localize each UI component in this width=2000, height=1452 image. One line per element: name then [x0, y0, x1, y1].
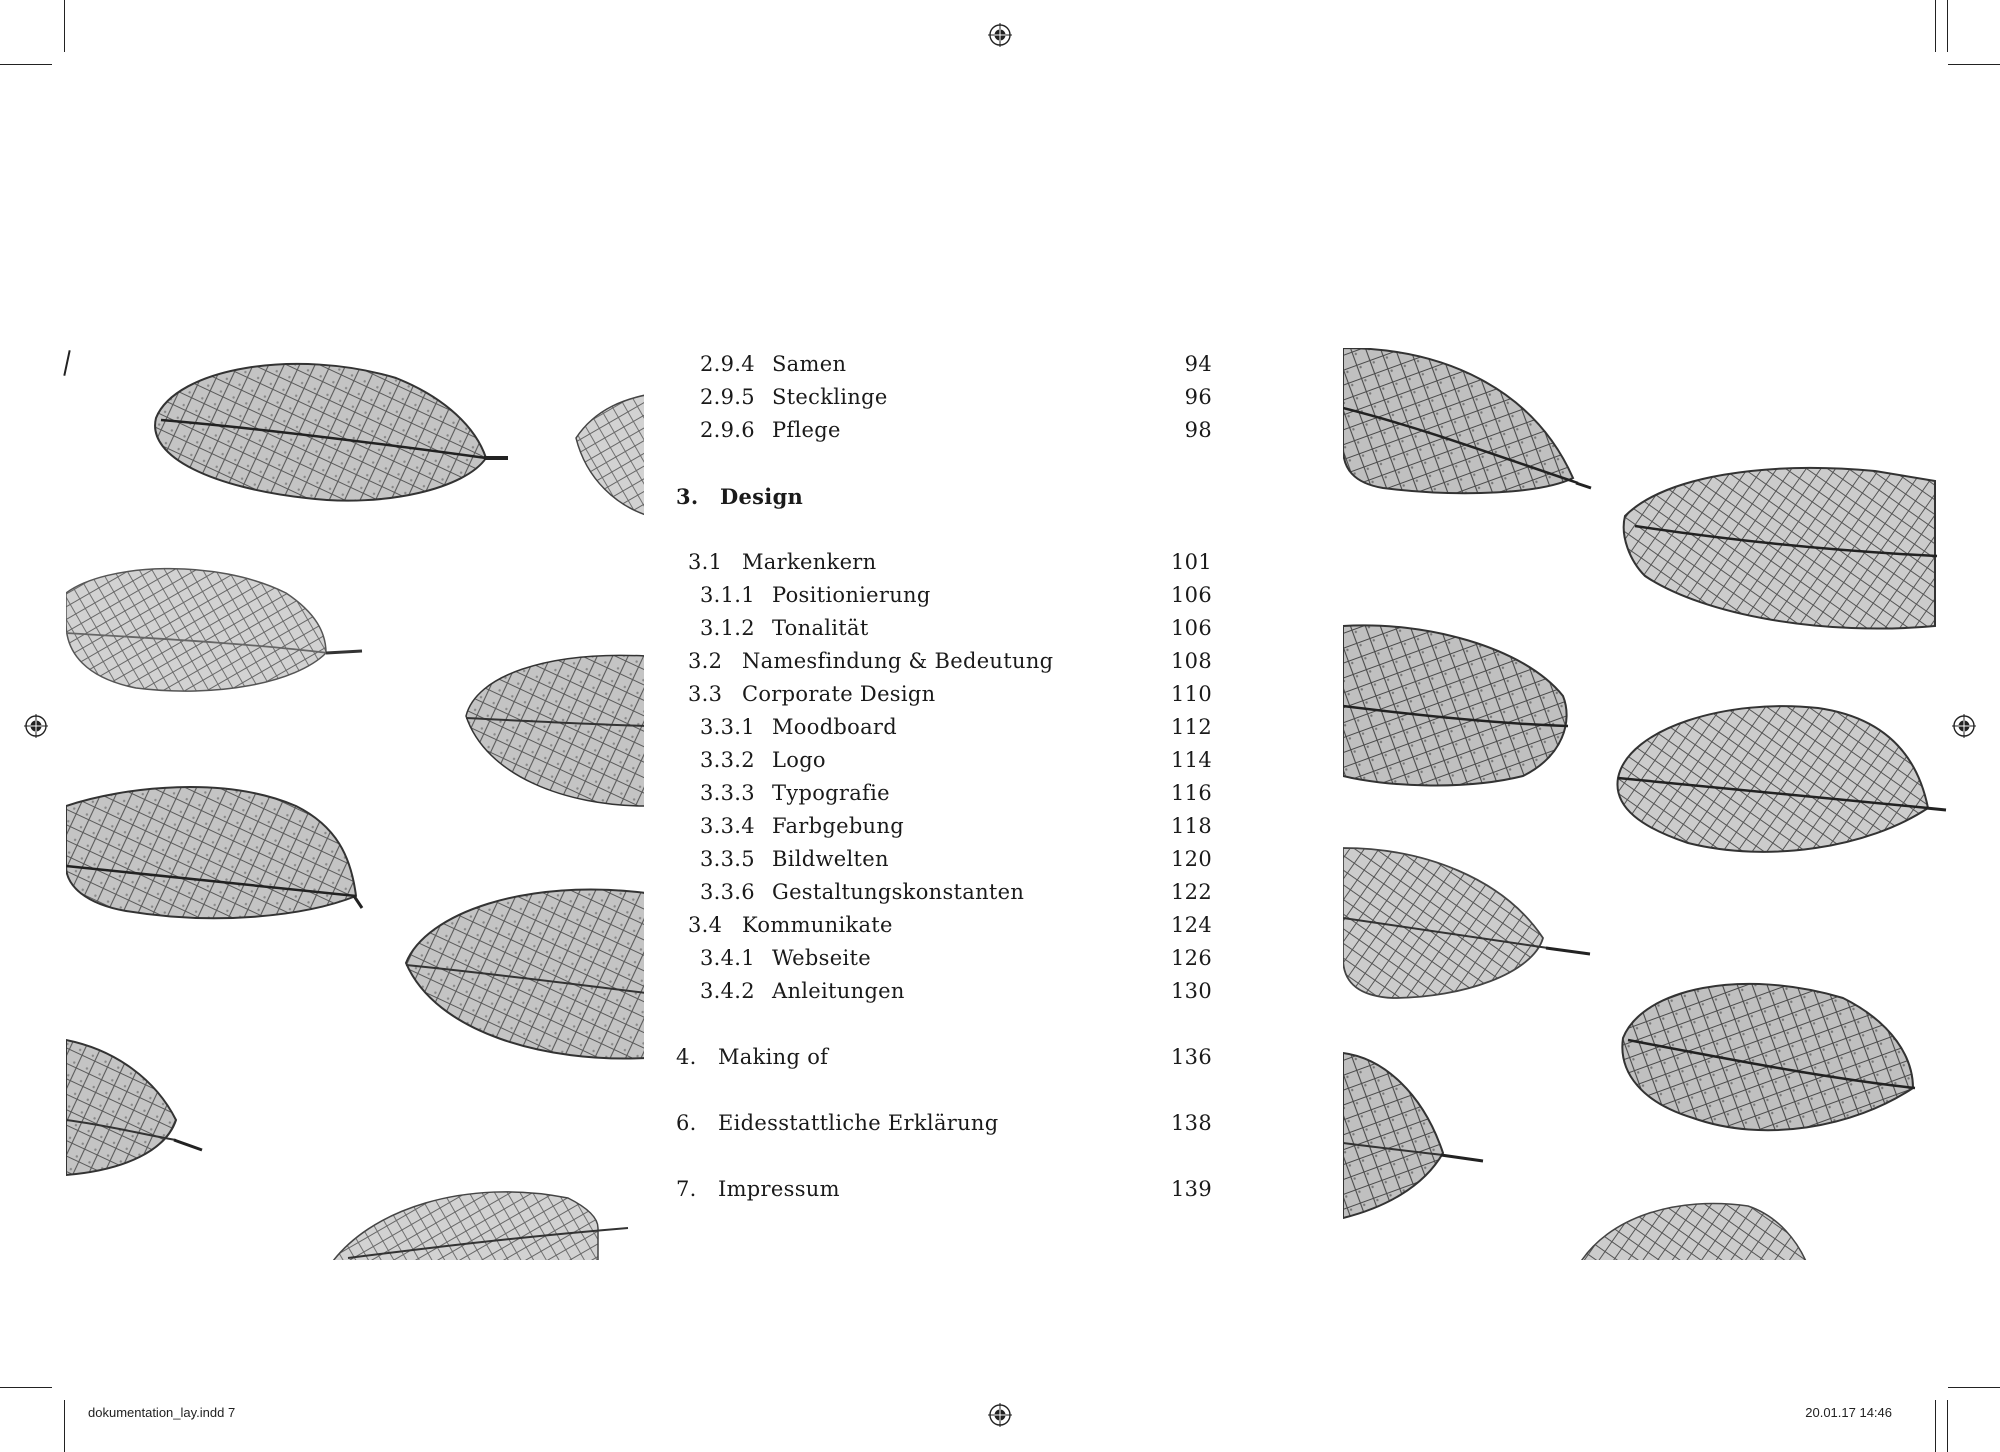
- leaf-illustration-right: [1343, 348, 1953, 1260]
- toc-entry-number: 3.2: [688, 649, 723, 673]
- toc-entry-number: 3.4.1: [700, 946, 755, 970]
- crop-mark-bottom-right-v: [1935, 1400, 1936, 1452]
- toc-entry-number: 3.3.6: [700, 880, 755, 904]
- toc-entry: [676, 1173, 1212, 1206]
- leaf-illustration: [155, 364, 508, 501]
- toc-entry-number: 3.3.5: [700, 847, 755, 871]
- toc-entry-number: 3.3: [688, 682, 723, 706]
- toc-entry-title: Making of: [718, 1045, 829, 1069]
- toc-entry: [676, 612, 1212, 645]
- toc-entry-title: Positionierung: [772, 583, 931, 607]
- leaf-illustration: [66, 569, 362, 691]
- toc-entry-title: Samen: [772, 352, 847, 376]
- crop-mark-top-left-v2: [1947, 0, 1948, 52]
- toc-entry-title: Design: [720, 484, 804, 509]
- toc-entry-page: 116: [1171, 781, 1212, 805]
- toc-entry: [676, 678, 1212, 711]
- toc-entry-title: Moodboard: [772, 715, 898, 739]
- leaf-illustration: [1624, 468, 1937, 629]
- toc-entry-number: 3.4: [688, 913, 723, 937]
- toc-entry: [676, 909, 1212, 942]
- toc-entry: [676, 1041, 1212, 1074]
- toc-entry-title: Impressum: [718, 1177, 840, 1201]
- leaf-illustration: [466, 655, 644, 806]
- registration-mark-icon: [1952, 714, 1976, 738]
- toc-entry-page: 139: [1171, 1177, 1212, 1201]
- leaf-illustration: [1343, 848, 1590, 998]
- toc-entry-page: 124: [1171, 913, 1212, 937]
- toc-entry: [676, 645, 1212, 678]
- leaf-illustration: [406, 889, 644, 1058]
- toc-entry: [676, 942, 1212, 975]
- leaf-illustration: [1343, 1053, 1483, 1218]
- toc-entry: [676, 810, 1212, 843]
- toc-entry-number: 2.9.5: [700, 385, 755, 409]
- leaf-illustration: [66, 1040, 202, 1175]
- toc-entry-number: 2.9.4: [700, 352, 755, 376]
- toc-entry-page: 98: [1184, 418, 1212, 442]
- toc-entry-number: 3.4.2: [700, 979, 755, 1003]
- toc-entry-number: 3.3.1: [700, 715, 755, 739]
- toc-entry-title: Gestaltungskonstanten: [772, 880, 1025, 904]
- toc-entry-title: Logo: [772, 748, 826, 772]
- crop-mark-top-left-h: [0, 64, 52, 65]
- toc-entry-number: 4.: [676, 1045, 697, 1069]
- toc-entry-page: 96: [1184, 385, 1212, 409]
- crop-mark-top-left-v: [64, 0, 65, 52]
- toc-entry-number: 3.3.4: [700, 814, 755, 838]
- toc-entry: [676, 975, 1212, 1008]
- toc-entry-title: Bildwelten: [772, 847, 889, 871]
- leaf-illustration: [328, 1192, 628, 1260]
- toc-entry-number: 7.: [676, 1177, 697, 1201]
- toc-entry: [676, 480, 1212, 513]
- toc-entry-title: Tonalität: [772, 616, 869, 640]
- crop-mark-top-right-h: [1948, 64, 2000, 65]
- toc-entry-page: 101: [1171, 550, 1212, 574]
- toc-entry-title: Markenkern: [742, 550, 877, 574]
- toc-entry: [676, 876, 1212, 909]
- toc-entry-number: 3.: [676, 484, 699, 509]
- toc-entry-number: 3.1.1: [700, 583, 755, 607]
- toc-entry-page: 94: [1184, 352, 1212, 376]
- leaf-illustration: [1578, 1204, 1808, 1261]
- toc-entry-title: Pflege: [772, 418, 841, 442]
- toc-entry: [676, 711, 1212, 744]
- toc-entry-page: 122: [1171, 880, 1212, 904]
- toc-entry-page: 106: [1171, 616, 1212, 640]
- toc-entry-number: 3.1.2: [700, 616, 755, 640]
- toc-entry-number: 2.9.6: [700, 418, 755, 442]
- toc-entry-page: 136: [1171, 1045, 1212, 1069]
- toc-entry-number: 3.3.2: [700, 748, 755, 772]
- toc-entry: [676, 744, 1212, 777]
- toc-entry-title: Typografie: [772, 781, 890, 805]
- toc-entry: [676, 414, 1212, 447]
- toc-entry: [676, 843, 1212, 876]
- registration-mark-icon: [988, 1403, 1012, 1427]
- toc-entry: [676, 579, 1212, 612]
- crop-mark-bottom-right-h: [1948, 1387, 2000, 1388]
- footer-datetime-label: 20.01.17 14:46: [1805, 1405, 1892, 1420]
- toc-entry-title: Anleitungen: [772, 979, 905, 1003]
- toc-entry-title: Farbgebung: [772, 814, 904, 838]
- registration-mark-icon: [988, 23, 1012, 47]
- toc-entry-page: 126: [1171, 946, 1212, 970]
- toc-entry-page: 108: [1171, 649, 1212, 673]
- toc-entry-number: 6.: [676, 1111, 697, 1135]
- leaf-illustration: [576, 393, 644, 518]
- leaf-illustration: [66, 787, 362, 918]
- leaf-illustration: [1617, 706, 1946, 852]
- toc-entry: [676, 381, 1212, 414]
- leaf-illustration: [1343, 625, 1568, 785]
- toc-entry-page: 138: [1171, 1111, 1212, 1135]
- toc-entry-page: 106: [1171, 583, 1212, 607]
- toc-entry-page: 118: [1171, 814, 1212, 838]
- toc-entry-title: Eidesstattliche Erklärung: [718, 1111, 999, 1135]
- toc-entry: [676, 1107, 1212, 1140]
- toc-entry-page: 130: [1171, 979, 1212, 1003]
- toc-entry-title: Kommunikate: [742, 913, 893, 937]
- crop-mark-bottom-right-v2: [1947, 1400, 1948, 1452]
- toc-entry-page: 112: [1171, 715, 1212, 739]
- leaf-illustration: [1622, 984, 1915, 1130]
- leaf-illustration-left: [66, 348, 644, 1260]
- registration-mark-icon: [24, 714, 48, 738]
- footer-file-label: dokumentation_lay.indd 7: [88, 1405, 236, 1420]
- toc-entry-page: 120: [1171, 847, 1212, 871]
- toc-entry-title: Namesfindung & Bedeutung: [742, 649, 1054, 673]
- toc-entry-number: 3.3.3: [700, 781, 755, 805]
- leaf-illustration: [1343, 348, 1591, 493]
- toc-entry-page: 110: [1171, 682, 1212, 706]
- toc-entry: [676, 546, 1212, 579]
- toc-entry-page: 114: [1171, 748, 1212, 772]
- toc-entry-number: 3.1: [688, 550, 723, 574]
- toc-entry-title: Stecklinge: [772, 385, 888, 409]
- toc-entry-title: Corporate Design: [742, 682, 936, 706]
- toc-entry: [676, 777, 1212, 810]
- crop-mark-bottom-left-v: [64, 1400, 65, 1452]
- toc-entry: [676, 348, 1212, 381]
- crop-mark-top-right-v: [1935, 0, 1936, 52]
- toc-entry-title: Webseite: [772, 946, 871, 970]
- crop-mark-bottom-left-h: [0, 1387, 52, 1388]
